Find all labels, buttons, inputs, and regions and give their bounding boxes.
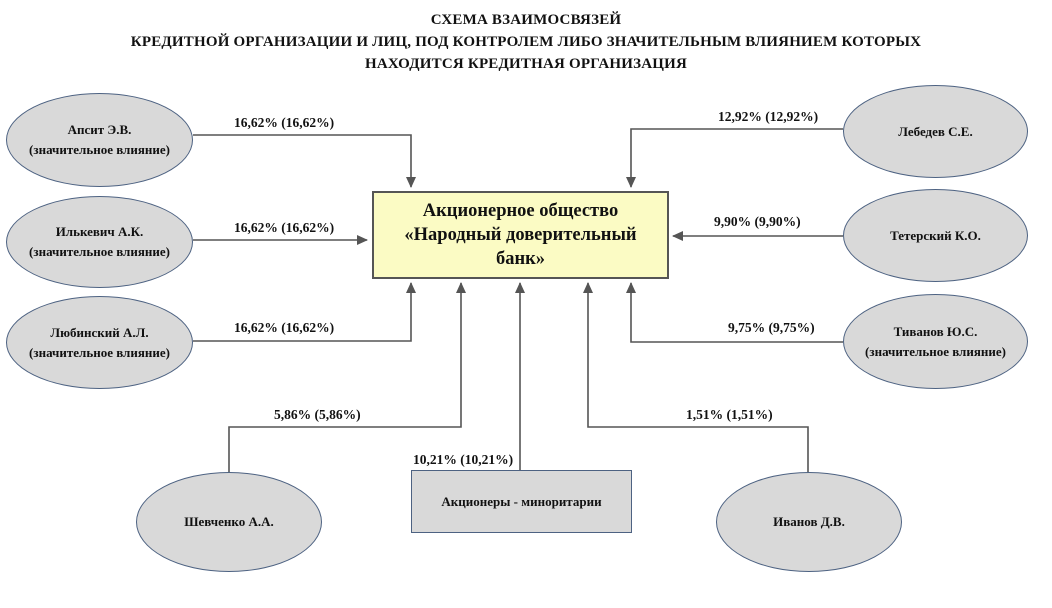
minority-shareholders-box (411, 470, 632, 533)
share-shevchenko: 5,86% (5,86%) (274, 407, 361, 422)
bank-name-line-2: «Народный доверительный (404, 225, 637, 245)
shareholder-ilkevich (6, 196, 193, 288)
shareholder-name: Тетерский К.О. (890, 227, 981, 243)
share-tetersky: 9,90% (9,90%) (714, 214, 801, 229)
minority-label: Акционеры - миноритарии (441, 493, 602, 509)
diagram-title-line-3: НАХОДИТСЯ КРЕДИТНАЯ ОРГАНИЗАЦИЯ (364, 56, 688, 72)
bank-name-line-3: банк» (495, 249, 546, 269)
share-apsit: 16,62% (16,62%) (234, 115, 335, 130)
shareholder-name: Любинский А.Л. (50, 324, 149, 340)
shareholder-name: Лебедев С.Е. (898, 123, 973, 139)
shareholder-apsit (6, 93, 193, 187)
shareholder-name: Шевченко А.А. (184, 514, 274, 529)
shareholder-name: Иванов Д.В. (773, 514, 845, 529)
share-lyubinsky: 16,62% (16,62%) (234, 320, 335, 335)
shareholder-tivanov (843, 294, 1028, 389)
shareholder-shevchenko (136, 472, 322, 572)
shareholder-tetersky (843, 189, 1028, 282)
shareholder-ivanov (716, 472, 902, 572)
share-tivanov: 9,75% (9,75%) (728, 320, 815, 335)
share-minority: 10,21% (10,21%) (413, 452, 514, 467)
shareholder-name: Апсит Э.В. (67, 122, 132, 137)
bank-box (372, 191, 669, 279)
share-lebedev: 12,92% (12,92%) (718, 109, 819, 124)
shareholder-note: (значительное влияние) (29, 244, 170, 259)
shareholder-name: Илькевич А.К. (55, 224, 144, 239)
share-ivanov: 1,51% (1,51%) (686, 407, 773, 422)
bank-name-line-1: Акционерное общество (422, 201, 619, 221)
connector-ivanov (588, 283, 808, 472)
shareholder-name: Тиванов Ю.С. (893, 323, 978, 339)
connector-apsit (193, 135, 411, 187)
share-ilkevich: 16,62% (16,62%) (234, 220, 335, 235)
shareholder-note: (значительное влияние) (29, 142, 170, 157)
shareholder-lyubinsky (6, 296, 193, 389)
diagram-title-line-1: СХЕМА ВЗАИМОСВЯЗЕЙ (430, 12, 622, 28)
shareholder-lebedev (843, 85, 1028, 178)
shareholder-note: (значительное влияние) (865, 343, 1006, 359)
diagram-title-line-2: КРЕДИТНОЙ ОРГАНИЗАЦИИ И ЛИЦ, ПОД КОНТРОЛЕМ ЛИБО ЗНАЧИТЕЛЬНЫМ ВЛИЯНИЕМ КОТОРЫХ (130, 34, 922, 50)
connector-shevchenko (229, 283, 461, 472)
connector-lebedev (631, 129, 843, 187)
shareholder-note: (значительное влияние) (29, 344, 170, 360)
